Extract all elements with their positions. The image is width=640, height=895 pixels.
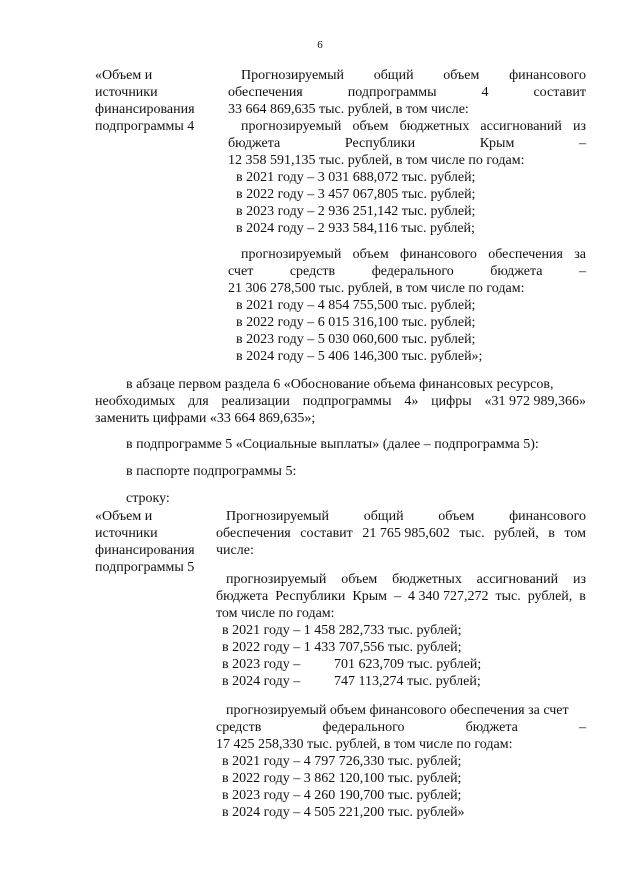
regional-budget-line bbox=[226, 571, 586, 588]
word: бюджета bbox=[490, 264, 543, 279]
word: за bbox=[574, 247, 586, 262]
word: Республики bbox=[344, 136, 416, 151]
word: – bbox=[578, 720, 586, 735]
federal-budget-line bbox=[216, 719, 586, 736]
word: финансового bbox=[509, 509, 586, 524]
row-label-line: финансирования bbox=[95, 102, 195, 117]
regional-year-line: в 2023 году – 2 936 251,142 тыс. рублей; bbox=[236, 204, 476, 219]
year-label: в 2021 году – bbox=[222, 623, 304, 638]
passport-heading: в паспорте подпрограммы 5: bbox=[126, 464, 297, 479]
word: необходимых bbox=[95, 394, 176, 409]
word: прогнозируемый bbox=[241, 247, 342, 262]
federal-year-line: в 2022 году – 3 862 120,100 тыс. рублей; bbox=[222, 771, 462, 786]
word: том bbox=[564, 526, 586, 541]
regional-year-line bbox=[222, 639, 461, 656]
word: бюджета bbox=[228, 136, 281, 151]
federal-budget-line: прогнозируемый объем финансового обеспечения за счет bbox=[226, 703, 569, 718]
word: бюджетных bbox=[392, 572, 462, 587]
word: прогнозируемый bbox=[226, 572, 327, 587]
word: в bbox=[579, 589, 586, 604]
word: из bbox=[572, 572, 586, 587]
word: объем bbox=[443, 68, 480, 83]
amendment-line: в абзаце первом раздела 6 «Обоснование объема финансовых ресурсов, bbox=[126, 377, 554, 392]
federal-year-line: в 2024 году – 5 406 146,300 тыс. рублей»; bbox=[236, 349, 483, 364]
word: реализации bbox=[221, 394, 290, 409]
word: Крым bbox=[479, 136, 515, 151]
word: общий bbox=[363, 509, 404, 524]
regional-budget-line bbox=[241, 118, 586, 135]
federal-year-line: в 2021 году – 4 797 726,330 тыс. рублей; bbox=[222, 754, 462, 769]
federal-budget-amount: 21 306 278,500 тыс. рублей, в том числе по годам: bbox=[228, 281, 525, 296]
word: цифры bbox=[431, 394, 472, 409]
word: общий bbox=[373, 68, 414, 83]
word: объем bbox=[341, 572, 378, 587]
row-label-line: финансирования bbox=[95, 543, 195, 558]
row-label-line: «Объем и bbox=[95, 509, 153, 524]
word: Прогнозируемый bbox=[226, 509, 329, 524]
federal-year-line: в 2023 году – 5 030 060,600 тыс. рублей; bbox=[236, 332, 476, 347]
total-financing-line bbox=[226, 508, 586, 525]
federal-budget-amount: 17 425 258,330 тыс. рублей, в том числе по годам: bbox=[216, 737, 513, 752]
word: «31 972 989,366» bbox=[484, 394, 586, 409]
word: федерального bbox=[371, 264, 454, 279]
regional-year-line: в 2022 году – 3 457 067,805 тыс. рублей; bbox=[236, 187, 476, 202]
word: тыс. bbox=[459, 526, 485, 541]
year-amount: 1 433 707,556 тыс. рублей; bbox=[303, 640, 462, 655]
page-number: 6 bbox=[317, 39, 323, 51]
word: бюджетных bbox=[399, 119, 470, 134]
federal-budget-line bbox=[228, 263, 586, 280]
federal-year-line: в 2024 году – 4 505 221,200 тыс. рублей» bbox=[222, 805, 465, 820]
word: обеспечения bbox=[488, 247, 563, 262]
year-label: в 2023 году – bbox=[222, 657, 301, 672]
year-amount: 701 623,709 тыс. рублей; bbox=[334, 657, 482, 672]
regional-budget-tail: том числе по годам: bbox=[216, 606, 335, 621]
word: подпрограммы bbox=[347, 85, 437, 100]
year-label: в 2024 году – bbox=[222, 674, 301, 689]
regional-budget-line bbox=[228, 135, 586, 152]
word: финансового bbox=[509, 68, 586, 83]
word: Республики bbox=[275, 589, 346, 604]
federal-year-line: в 2022 году – 6 015 316,100 тыс. рублей; bbox=[236, 315, 476, 330]
word: ассигнований bbox=[476, 572, 559, 587]
row-label-line: подпрограммы 4 bbox=[95, 119, 195, 134]
word: объем bbox=[352, 119, 389, 134]
word: 21 765 985,602 bbox=[362, 526, 450, 541]
row-label-line: «Объем и bbox=[95, 68, 153, 83]
federal-year-line: в 2021 году – 4 854 755,500 тыс. рублей; bbox=[236, 298, 476, 313]
subprogram-5-heading: в подпрограмме 5 «Социальные выплаты» (далее – подпрограмма 5): bbox=[126, 437, 539, 452]
word: ассигнований bbox=[480, 119, 562, 134]
year-amount: 1 458 282,733 тыс. рублей; bbox=[303, 623, 462, 638]
word: Прогнозируемый bbox=[241, 68, 344, 83]
total-financing-line bbox=[228, 84, 586, 101]
regional-budget-amount: 12 358 591,135 тыс. рублей, в том числе по годам: bbox=[228, 153, 525, 168]
word: Крым bbox=[352, 589, 388, 604]
word: – bbox=[578, 136, 586, 151]
word: бюджета bbox=[216, 589, 269, 604]
word: счет bbox=[228, 264, 254, 279]
word: для bbox=[188, 394, 209, 409]
word: прогнозируемый bbox=[241, 119, 342, 134]
total-financing-line bbox=[216, 525, 586, 542]
word: обеспечения bbox=[228, 85, 303, 100]
year-label: в 2022 году – bbox=[222, 640, 304, 655]
word: составит bbox=[533, 85, 586, 100]
regional-year-line: в 2021 году – 3 031 688,072 тыс. рублей; bbox=[236, 170, 476, 185]
word: составит bbox=[300, 526, 353, 541]
row-label-line: источники bbox=[95, 526, 158, 541]
word: в bbox=[548, 526, 555, 541]
regional-budget-line bbox=[216, 588, 586, 605]
word: – bbox=[578, 264, 586, 279]
word: 4» bbox=[404, 394, 419, 409]
word: рублей, bbox=[494, 526, 539, 541]
year-amount: 747 113,274 тыс. рублей; bbox=[334, 674, 481, 689]
regional-year-line bbox=[222, 622, 461, 639]
word: – bbox=[394, 589, 401, 604]
word: обеспечения bbox=[216, 526, 291, 541]
total-financing-tail: числе: bbox=[216, 543, 254, 558]
word: средств bbox=[216, 720, 262, 735]
word: средств bbox=[289, 264, 336, 279]
regional-year-line bbox=[222, 673, 481, 690]
total-financing-line bbox=[241, 67, 586, 84]
federal-year-line: в 2023 году – 4 260 190,700 тыс. рублей; bbox=[222, 788, 462, 803]
word: бюджета bbox=[465, 720, 518, 735]
row-label-line: источники bbox=[95, 85, 158, 100]
word: федерального bbox=[322, 720, 405, 735]
word: подпрограммы bbox=[302, 394, 392, 409]
word: финансового bbox=[400, 247, 477, 262]
word: объем bbox=[352, 247, 389, 262]
amendment-line: заменить цифрами «33 664 869,635»; bbox=[95, 411, 316, 426]
total-financing-amount: 33 664 869,635 тыс. рублей, в том числе: bbox=[228, 102, 469, 117]
amendment-line bbox=[95, 393, 586, 410]
word: тыс. bbox=[495, 589, 521, 604]
word: из bbox=[572, 119, 586, 134]
row-heading: строку: bbox=[126, 491, 170, 506]
federal-budget-line bbox=[241, 246, 586, 263]
word: 4 340 727,272 bbox=[407, 589, 489, 604]
word: 4 bbox=[481, 85, 489, 100]
regional-year-line bbox=[222, 656, 481, 673]
regional-year-line: в 2024 году – 2 933 584,116 тыс. рублей; bbox=[236, 221, 475, 236]
word: объем bbox=[438, 509, 475, 524]
word: рублей, bbox=[527, 589, 573, 604]
row-label-line: подпрограммы 5 bbox=[95, 560, 195, 575]
